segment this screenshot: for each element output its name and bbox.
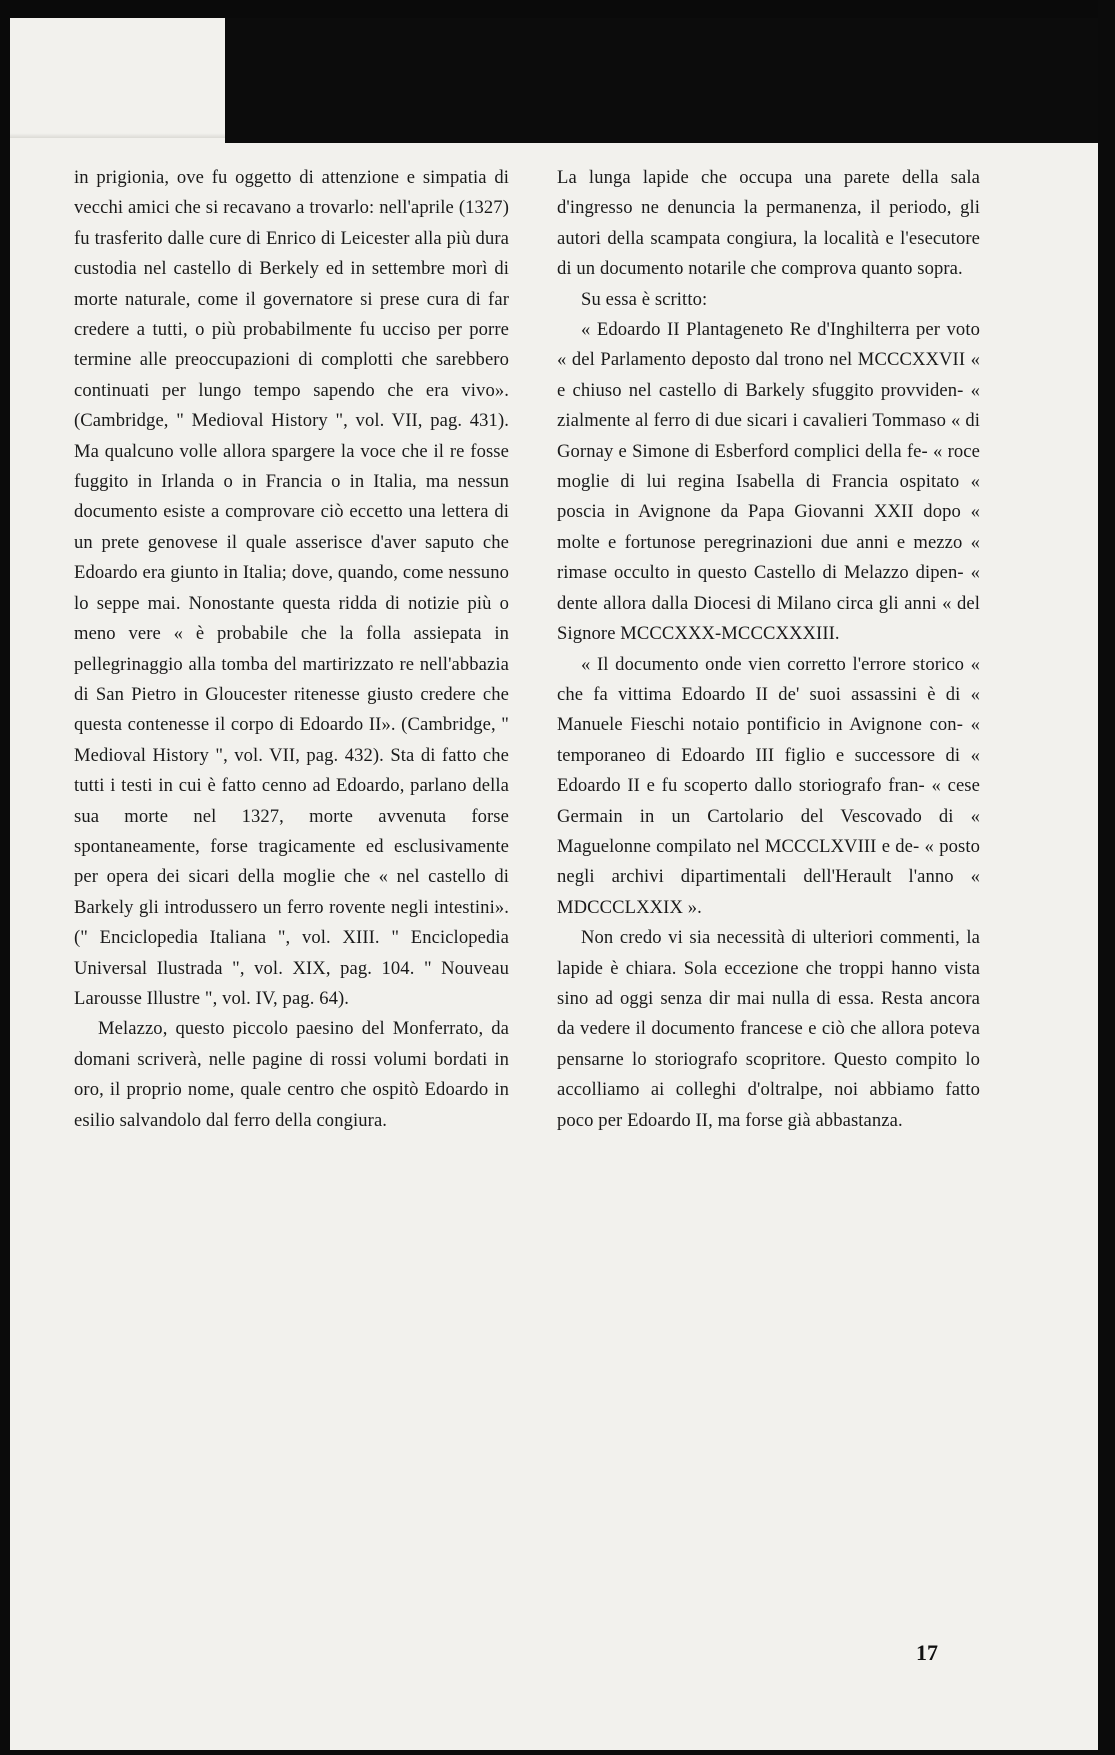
left-paragraph-2: Melazzo, questo piccolo paesino del Monferrato, da domani scriverà, nelle pagine di rossi volumi bordati in oro, il proprio nome, quale centro che ospitò Edoardo in esilio salvandolo dal ferro della congiura.	[74, 1018, 509, 1131]
left-text-column	[74, 163, 509, 1136]
right-paragraph-1: La lunga lapide che occupa una parete della sala d'ingresso ne denuncia la permanenza, il periodo, gli autori della scampata congiura, la località e l'esecutore di un documento notarile che comprova quanto sopra.	[557, 167, 980, 280]
page-top-left-area	[10, 18, 225, 138]
inscription-quote-2: « Il documento onde vien corretto l'errore storico « che fa vittima Edoardo II de' suoi assassini è di « Manuele Fieschi notaio pontificio in Avignone con- « temporaneo di Edoardo III figlio e successore di « Edoardo II e fu scoperto dallo storiografo fran- « cese Germain in un Cartolario del Vescovado di « Maguelonne compilato nel MCCCLXVIII e de- « posto negli archivi dipartimentali dell'Herault l'anno « MDCCCLXXIX ».	[557, 653, 980, 918]
inscription-quote-1: « Edoardo II Plantageneto Re d'Inghilterra per voto « del Parlamento deposto dal trono nel MCCCXXVII « e chiuso nel castello di Barkely sfuggito provviden- « zialmente al ferro di due sicari i cavalieri Tommaso « di Gornay e Simone di Esberford complici della fe- « roce moglie di lui regina Isabella di Francia ospitato « poscia in Avignone da Papa Giovanni XXII dopo « molte e fortunose peregrinazioni due anni e mezzo « rimase occulto in questo Castello di Melazzo dipen- « dente allora dalla Diocesi di Milano circa gli anni « del Signore MCCCXXX-MCCCXXXIII.	[557, 319, 980, 645]
right-text-column	[557, 163, 980, 1136]
scan-border-right	[1098, 0, 1115, 1755]
scan-shadow-top	[225, 18, 1098, 143]
left-paragraph-1: in prigionia, ove fu oggetto di attenzione e simpatia di vecchi amici che si recavano a trovarlo: nell'aprile (1327) fu trasferito dalle cure di Enrico di Leicester alla più dura custodia nel castello di Berkely ed in settembre morì di morte naturale, come il governatore si prese cura di far credere a tutti, o più probabilmente fu ucciso per porre termine alle preoccupazioni di complotti che sarebbero continuati per lungo tempo sapendo che era vivo». (Cambridge, " Medioval History ", vol. VII, pag. 431). Ma qualcuno volle allora spargere la voce che il re fosse fuggito in Irlanda o in Francia o in Italia, ma nessun documento esiste a comprovare ciò eccetto una lettera di un prete genovese il quale asserisce d'aver saputo che Edoardo era giunto in Italia; dove, quando, come nessuno lo seppe mai. Nonostante questa ridda di notizie più o meno vere « è probabile che la folla assiepata in pellegrinaggio alla tomba del martirizzato re nell'abbazia di San Pietro in Gloucester ritenesse giusto credere che questa contenesse il corpo di Edoardo II». (Cambridge, " Medioval History ", vol. VII, pag. 432). Sta di fatto che tutti i testi in cui è fatto cenno ad Edoardo, parlano della sua morte nel 1327, morte avvenuta forse spontaneamente, forse tragicamente ed esclusivamente per opera dei sicari della moglie che « nel castello di Barkely gli introdussero un ferro rovente negli intestini». (" Enciclopedia Italiana ", vol. XIII. " Enciclopedia Universal Ilustrada ", vol. XIX, pag. 104. " Nouveau Larousse Illustre ", vol. IV, pag. 64).	[74, 167, 509, 1009]
right-paragraph-2: Su essa è scritto:	[581, 288, 708, 310]
right-paragraph-closing: Non credo vi sia necessità di ulteriori commenti, la lapide è chiara. Sola eccezione che troppi hanno vista sino ad oggi senza dir mai nulla di essa. Resta ancora da vedere il documento francese e ciò che allora poteva pensarne lo storiografo scopritore. Questo compito lo accolliamo ai colleghi d'oltralpe, noi abbiamo fatto poco per Edoardo II, ma forse già abbastanza.	[557, 927, 980, 1131]
page-number: 17	[916, 1640, 938, 1665]
